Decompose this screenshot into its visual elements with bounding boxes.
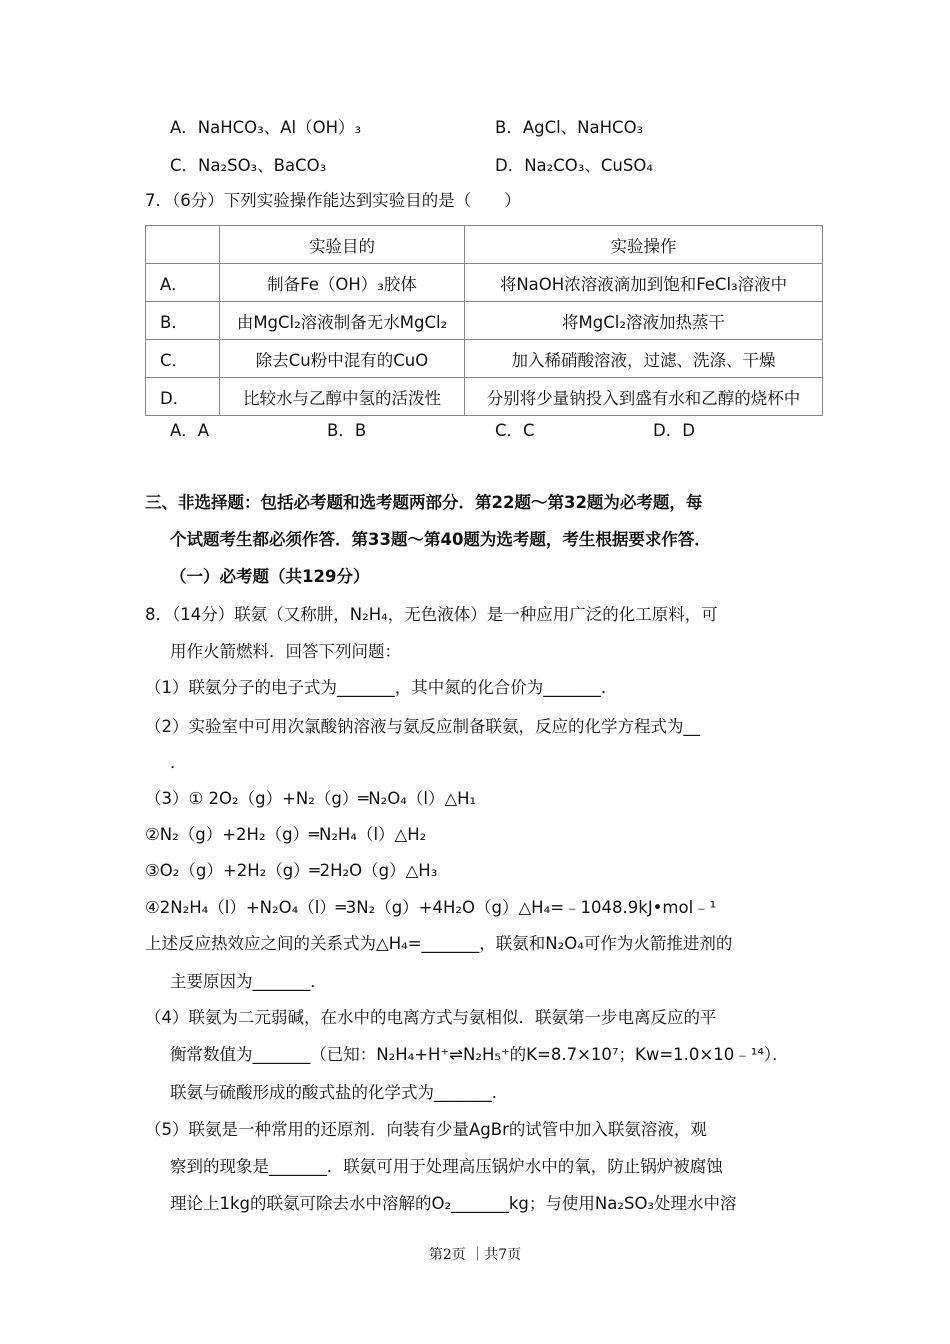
q8-line: 上述反应热效应之间的关系式为△H₄=_______，联氨和N₂O₄可作为火箭推进剂的: [145, 934, 733, 953]
q7-option-a: A．A: [170, 421, 210, 440]
q8-line: 用作火箭燃料．回答下列问题：: [170, 642, 401, 661]
q7-option-d: D．D: [653, 421, 695, 440]
q8-line: ．: [170, 753, 187, 772]
q8-line: （5）联氨是一种常用的还原剂．向装有少量AgBr的试管中加入联氨溶液，观: [145, 1120, 707, 1139]
section-heading: 三、非选择题：包括必考题和选考题两部分．第22题～第32题为必考题，每: [145, 493, 703, 512]
q8-line: （2）实验室中可用次氯酸钠溶液与氨反应制备联氨，反应的化学方程式为__: [145, 717, 700, 736]
q8-line: 主要原因为_______．: [170, 972, 327, 991]
table-cell: B．: [146, 302, 220, 340]
table-row: [146, 264, 823, 302]
q8-line: 衡常数值为_______（已知：N₂H₄+H⁺⇌N₂H₅⁺的K=8.7×10⁷；Kw=1.0×10﹣¹⁴）．: [170, 1045, 789, 1064]
header-cell: [146, 226, 220, 264]
table-cell: C．: [146, 340, 220, 378]
q8-line: 8．（14分）联氨（又称肼，N₂H₄，无色液体）是一种应用广泛的化工原料，可: [145, 605, 718, 624]
table-row: [146, 340, 823, 378]
q7-option-b: B．B: [327, 421, 367, 440]
table-cell: 将MgCl₂溶液加热蒸干: [465, 302, 823, 340]
q8-line: （3）① 2O₂（g）+N₂（g）═N₂O₄（l）△H₁: [145, 789, 477, 808]
table-cell: 分别将少量钠投入到盛有水和乙醇的烧杯中: [465, 378, 823, 416]
q6-option-b: B．AgCl、NaHCO₃: [495, 118, 644, 137]
q8-line: ②N₂（g）+2H₂（g）═N₂H₄（l）△H₂: [145, 825, 427, 844]
table-cell: 由MgCl₂溶液制备无水MgCl₂: [220, 302, 465, 340]
q7-stem: 7．（6分）下列实验操作能达到实验目的是（ ）: [145, 191, 521, 210]
q7-option-c: C．C: [495, 421, 535, 440]
table-cell: 除去Cu粉中混有的CuO: [220, 340, 465, 378]
q6-option-c: C．Na₂SO₃、BaCO₃: [170, 156, 327, 175]
table-cell: 将NaOH浓溶液滴加到饱和FeCl₃溶液中: [465, 264, 823, 302]
q8-line: 联氨与硫酸形成的酸式盐的化学式为_______．: [170, 1083, 509, 1102]
table-cell: 制备Fe（OH）₃胶体: [220, 264, 465, 302]
q6-option-a: A．NaHCO₃、Al（OH）₃: [170, 118, 362, 137]
q7-table: [145, 225, 823, 416]
section-heading: 个试题考生都必须作答．第33题～第40题为选考题，考生根据要求作答．: [170, 530, 711, 549]
header-cell: 实验操作: [465, 226, 823, 264]
table-header-row: [146, 226, 823, 264]
page-footer: 第2页 ｜共7页: [428, 1247, 522, 1263]
q8-line: ④2N₂H₄（l）+N₂O₄（l）═3N₂（g）+4H₂O（g）△H₄=﹣1048.9kJ•mol﹣¹: [145, 898, 717, 917]
table-cell: 加入稀硝酸溶液，过滤、洗涤、干燥: [465, 340, 823, 378]
table-cell: 比较水与乙醇中氢的活泼性: [220, 378, 465, 416]
section-subheading: （一）必考题（共129分）: [170, 567, 370, 586]
q8-line: （4）联氨为二元弱碱，在水中的电离方式与氨相似．联氨第一步电离反应的平: [145, 1008, 717, 1027]
q8-line: （1）联氨分子的电子式为_______，其中氮的化合价为_______．: [145, 678, 618, 697]
q8-line: 理论上1kg的联氨可除去水中溶解的O₂_______kg；与使用Na₂SO₃处理水中溶: [170, 1194, 737, 1213]
q8-line: ③O₂（g）+2H₂（g）═2H₂O（g）△H₃: [145, 861, 438, 880]
table-cell: D．: [146, 378, 220, 416]
table-row: [146, 302, 823, 340]
table-row: [146, 378, 823, 416]
q8-line: 察到的现象是_______．联氨可用于处理高压锅炉水中的氧，防止锅炉被腐蚀: [170, 1157, 723, 1176]
q6-option-d: D．Na₂CO₃、CuSO₄: [495, 156, 653, 175]
table-cell: A．: [146, 264, 220, 302]
header-cell: 实验目的: [220, 226, 465, 264]
